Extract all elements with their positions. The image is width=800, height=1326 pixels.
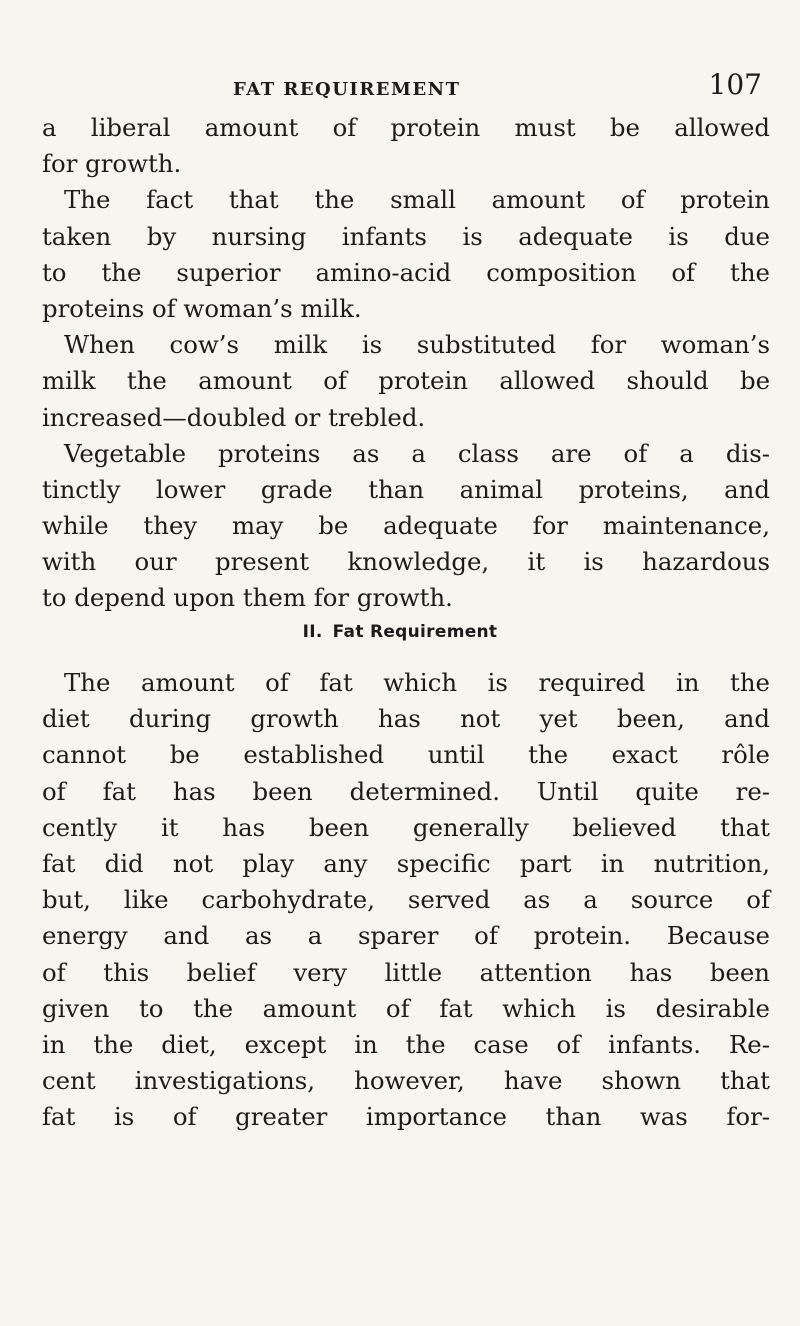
- text-line: of fat has been determined. Until quite re-: [42, 776, 770, 806]
- text-line: fat did not play any specific part in nutrition,: [42, 848, 770, 878]
- text-line: The amount of fat which is required in the: [64, 668, 770, 697]
- page-number: 107: [708, 68, 762, 101]
- text-line: taken by nursing infants is adequate is due: [42, 221, 770, 251]
- running-title: FAT REQUIREMENT: [233, 79, 461, 100]
- section-heading: [0, 622, 800, 642]
- text-line: cently it has been generally believed that: [42, 812, 770, 842]
- text-line: for growth.: [42, 149, 182, 179]
- text-line: When cow’s milk is substituted for woman’s: [64, 330, 770, 360]
- running-head: [40, 68, 768, 108]
- text-line: The fact that the small amount of protein: [64, 185, 770, 215]
- text-line: of this belief very little attention has been: [42, 957, 770, 987]
- body-text-protein: [42, 110, 770, 617]
- text-line: in the diet, except in the case of infants. Re-: [42, 1029, 770, 1059]
- text-line: with our present knowledge, it is hazardous: [42, 547, 770, 577]
- text-line: but, like carbohydrate, served as a source of: [42, 885, 770, 915]
- body-text-fat: [42, 665, 770, 1135]
- text-line: increased—doubled or trebled.: [42, 402, 426, 432]
- text-line: given to the amount of fat which is desirable: [42, 993, 770, 1023]
- text-line: to depend upon them for growth.: [42, 583, 453, 613]
- text-line: milk the amount of protein allowed should be: [42, 366, 770, 396]
- text-line: tinctly lower grade than animal proteins, and: [42, 474, 770, 504]
- text-line: cannot be established until the exact rôle: [42, 740, 770, 770]
- text-line: energy and as a sparer of protein. Because: [42, 921, 770, 951]
- section-title: Fat Requirement: [332, 622, 498, 642]
- text-line: fat is of greater importance than was for-: [42, 1102, 770, 1132]
- section-numeral: II.: [302, 622, 323, 642]
- text-line: proteins of woman’s milk.: [42, 293, 362, 323]
- text-line: cent investigations, however, have shown that: [42, 1066, 770, 1096]
- text-line: a liberal amount of protein must be allowed: [42, 113, 770, 142]
- text-line: while they may be adequate for maintenance,: [42, 511, 770, 541]
- text-line: to the superior amino-acid composition of the: [42, 257, 770, 287]
- text-line: Vegetable proteins as a class are of a dis-: [64, 438, 770, 468]
- text-line: diet during growth has not yet been, and: [42, 704, 770, 734]
